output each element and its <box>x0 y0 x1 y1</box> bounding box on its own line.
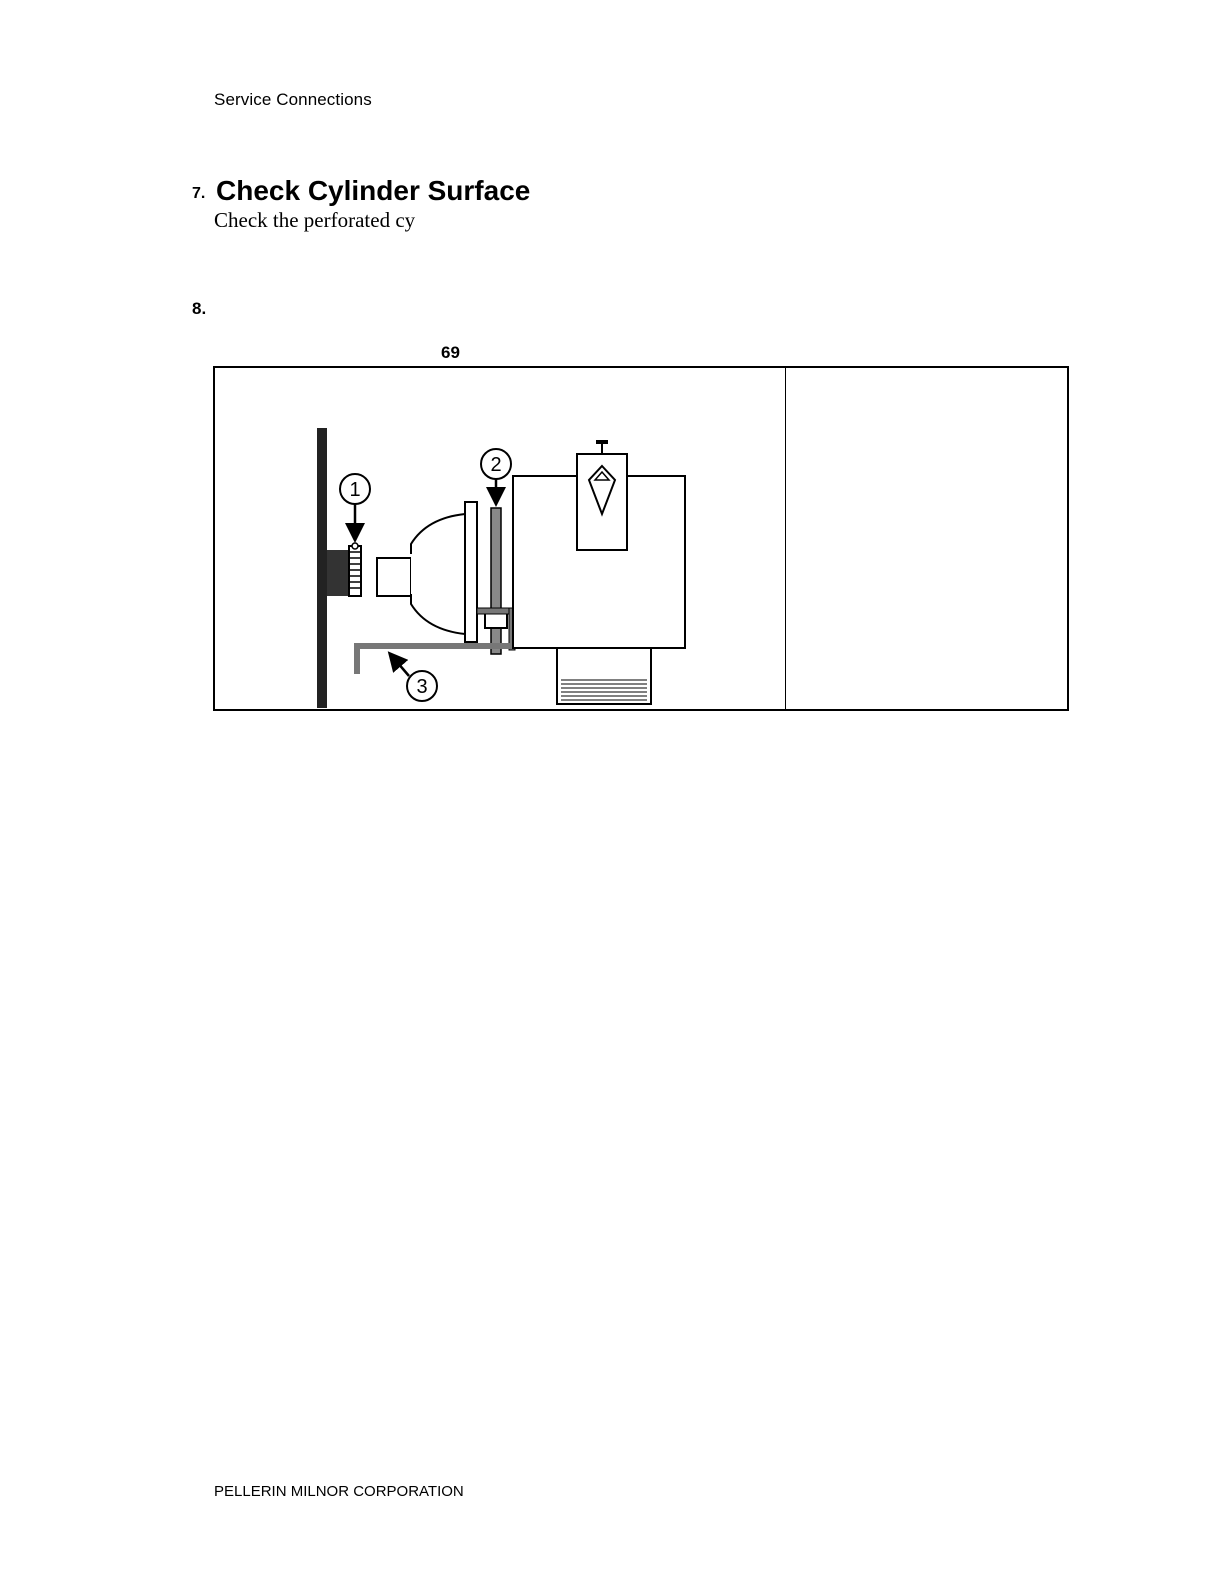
callout-2 <box>481 449 511 502</box>
running-footer: PELLERIN MILNOR CORPORATION <box>214 1483 464 1500</box>
wall-flange <box>327 550 351 596</box>
flange-bolt <box>491 508 501 654</box>
figure-legend-cell <box>786 368 1067 709</box>
figure-table <box>213 366 1069 711</box>
coupling-nipple <box>377 558 411 596</box>
step-7-title: Check Cylinder Surface <box>216 175 531 206</box>
flange-plate <box>465 502 477 642</box>
step-8-number: 8. <box>192 299 207 318</box>
running-header: Service Connections <box>214 90 372 109</box>
figure-number: 69 <box>441 343 460 362</box>
svg-text:3: 3 <box>416 676 428 698</box>
top-screw <box>596 440 608 444</box>
mounting-wall <box>317 428 327 708</box>
svg-text:2: 2 <box>490 454 502 476</box>
threaded-fitting <box>349 543 361 596</box>
svg-text:1: 1 <box>349 479 361 501</box>
step-7-number: 7. <box>192 185 206 202</box>
callout-3 <box>391 655 437 701</box>
support-bracket <box>357 646 511 674</box>
bottom-outlet <box>557 648 651 704</box>
component-diagram <box>215 368 785 709</box>
callout-1 <box>340 474 370 538</box>
step-7-body: Check the perforated cy <box>214 208 416 232</box>
bell-housing <box>411 514 467 634</box>
